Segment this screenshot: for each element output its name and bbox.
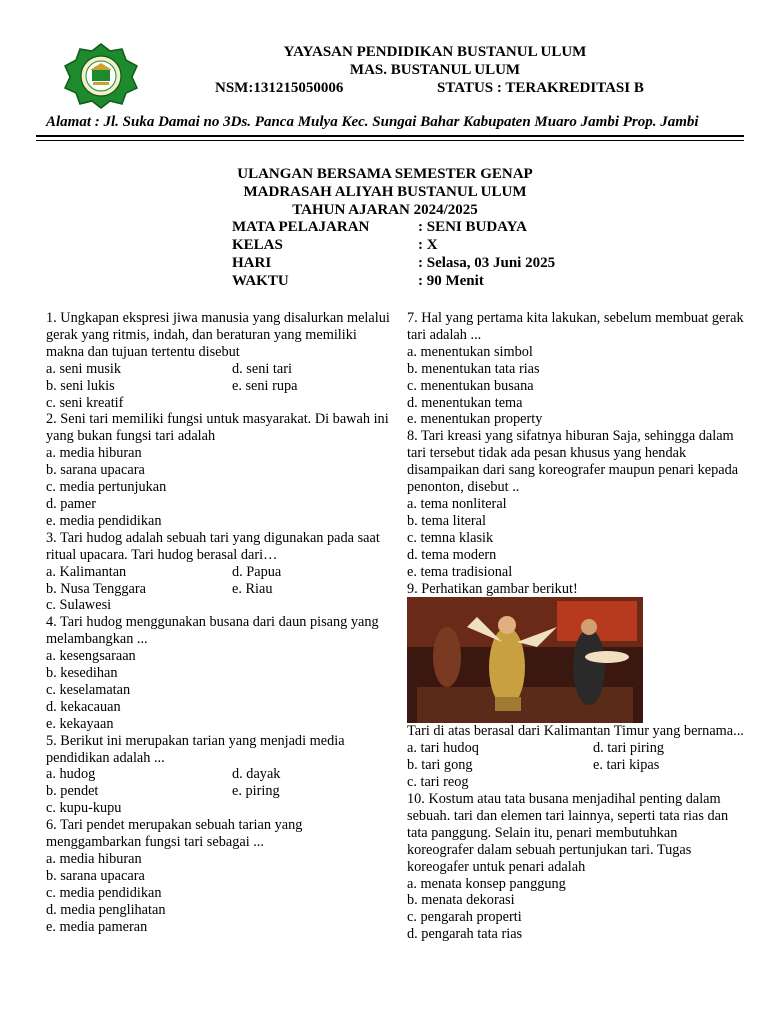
school-name: MAS. BUSTANUL ULUM [349,62,521,78]
school-logo [62,42,140,110]
header-divider-thin [36,140,744,141]
question-5: 5. Berikut ini merupakan tarian yang menjadi media pendidikan adalah ... a. hudog d. dayak b. pendet e. piring c. kupu-kupu [46,732,345,817]
exam-year: TAHUN AJARAN 2024/2025 [292,202,478,218]
nsm-number: NSM:131215050006 [215,80,344,96]
question-3: 3. Tari hudog adalah sebuah tari yang digunakan pada saat ritual upacara. Tari hudog berasal dari… a. Kalimantan d. Papua b. Nusa Tenggara e. Riau c. Sulawesi [46,529,380,614]
accreditation-status: STATUS : TERAKREDITASI B [437,80,644,96]
header-divider-thick [36,135,744,137]
dance-photo [407,597,643,723]
exam-title: ULANGAN BERSAMA SEMESTER GENAP [237,166,533,182]
question-1: 1. Ungkapan ekspresi jiwa manusia yang disalurkan melalui gerak yang ritmis, indah, dan beraturan yang memiliki makna dan tujuan tertentu disebut a. seni musik d. seni tari b. seni lukis e. seni rupa c. seni kreatif [46,310,390,411]
right-column [407,310,747,943]
info-subject: MATA PELAJARAN : SENI BUDAYA [232,219,527,235]
question-4: 4. Tari hudog menggunakan busana dari daun pisang yang melambangkan ... a. kesengsaraan b. kesedihan c. keselamatan d. kekacauan e. kekayaan [46,614,379,732]
school-address: Alamat : Jl. Suka Damai no 3Ds. Panca Mulya Kec. Sungai Bahar Kabupaten Muaro Jambi Prop. Jambi [46,114,699,130]
info-time: WAKTU : 90 Menit [232,273,484,289]
question-10: 10. Kostum atau tata busana menjadihal penting dalam sebuah. tari dan elemen tari lainnya, seperti tata rias dan tata panggung. Selain itu, penari membutuhkan koreografer dalam sebuah pertunjukan tari. Tugas koreogafer untuk penari adalah a. menata konsep panggung b. menata dekorasi c. pengarah properti d. pengarah tata rias [407,791,729,943]
info-class: KELAS : X [232,237,438,253]
question-9: 9. Perhatikan gambar berikut! Tari di atas berasal dari Kalimantan Timur yang bernama... a. tari hudoq d. tari piring b. tari gong e. tari kipas c. tari reog [407,580,744,791]
question-8: 8. Tari kreasi yang sifatnya hiburan Saja, sehingga dalam tari tersebut tidak ada pesan khusus yang hendak disampaikan dari sang koreografer maupun penari kepada penonton, disebut .. a. tema nonliteral b. tema literal c. temna klasik d. tema modern e. tema tradisional [407,428,739,580]
left-column [46,310,396,936]
question-6: 6. Tari pendet merupakan sebuah tarian yang menggambarkan fungsi tari sebagai ... a. media hiburan b. sarana upacara c. media pendidikan d. media penglihatan e. media pameran [46,817,303,935]
info-day: HARI : Selasa, 03 Juni 2025 [232,255,556,271]
exam-school: MADRASAH ALIYAH BUSTANUL ULUM [243,184,527,200]
question-7: 7. Hal yang pertama kita lakukan, sebelum membuat gerak tari adalah ... a. menentukan simbol b. menentukan tata rias c. menentukan busana d. menentukan tema e. menentukan property [407,310,744,428]
foundation-name: YAYASAN PENDIDIKAN BUSTANUL ULUM [283,44,587,60]
question-2: 2. Seni tari memiliki fungsi untuk masyarakat. Di bawah ini yang bukan fungsi tari adalah a. media hiburan b. sarana upacara c. media pertunjukan d. pamer e. media pendidikan [46,411,389,529]
